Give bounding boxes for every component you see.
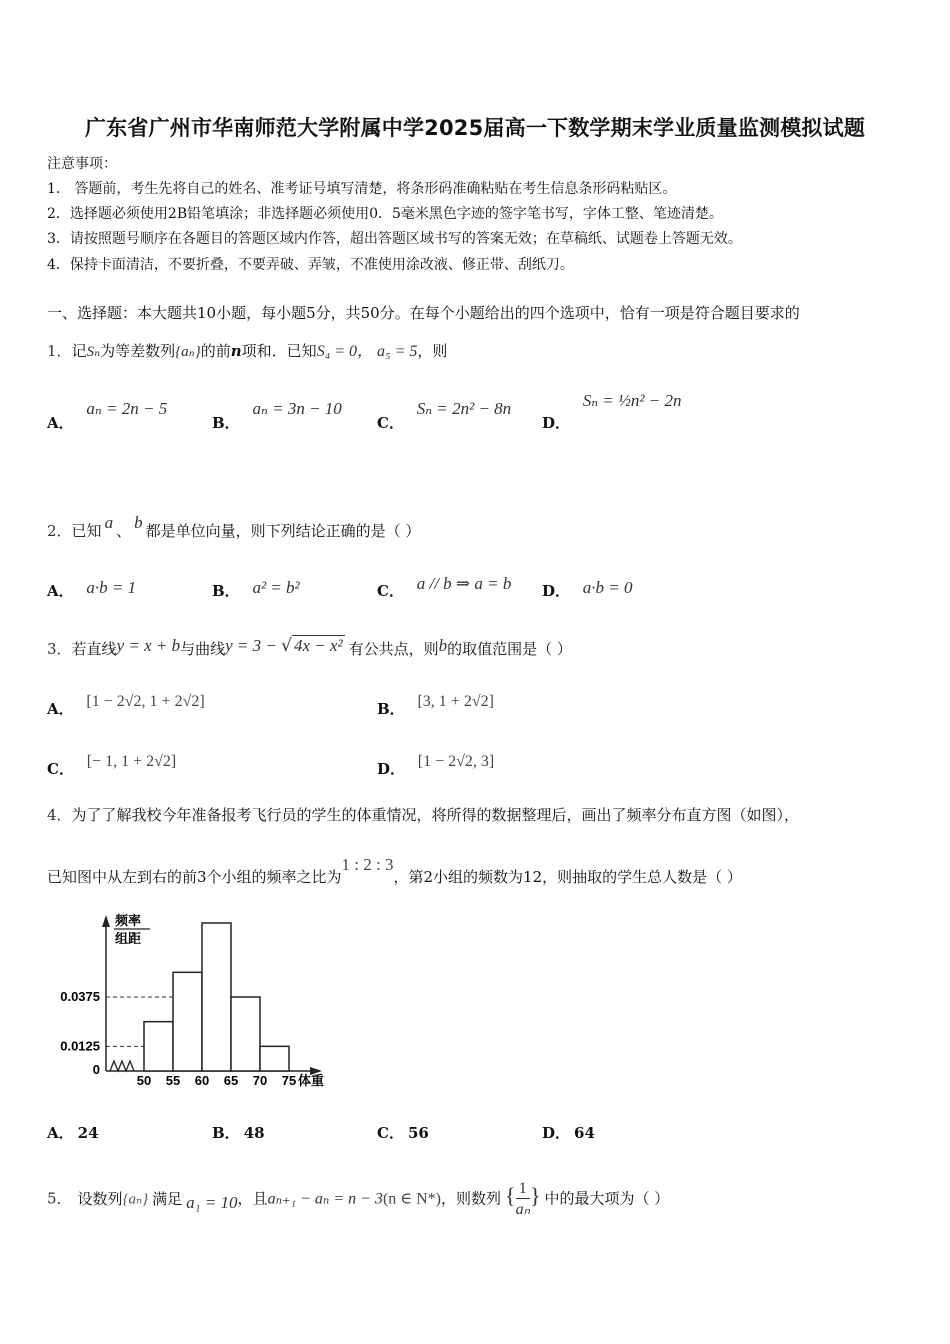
y-label-top: 频率: [115, 913, 142, 928]
vector-a: a: [104, 513, 114, 532]
q5-text: ，则数列: [441, 1189, 502, 1208]
note-item-4: 4．保持卡面清洁，不要折叠，不要弄破、弄皱，不准使用涂改液、修正带、刮纸刀。: [47, 257, 574, 273]
q4-line2: [47, 855, 742, 887]
histogram-chart: [40, 905, 340, 1095]
x-tick-label: 70: [252, 1073, 268, 1088]
q1-option-b[interactable]: [212, 399, 342, 433]
q4-text: 已知图中从左到右的前3个小组的频率之比为: [47, 868, 342, 886]
q4-text-line1: 为了了解我校今年准备报考飞行员的学生的体重情况，将所得的数据整理后，画出了频率分布直方图（如图），: [71, 806, 800, 824]
y-axis-arrow-icon: [102, 915, 110, 927]
option-math: a // b ⇒ a = b: [416, 574, 512, 593]
option-value: 64: [574, 1124, 595, 1142]
option-label: B．: [212, 582, 240, 600]
q1-text: 为等差数列: [100, 342, 176, 360]
option-label: A．: [47, 1124, 74, 1142]
bar-70-75: [260, 1046, 289, 1071]
q1-text: 记: [71, 342, 87, 360]
x-axis-label: 体重: [298, 1073, 325, 1088]
q5-text: ，且: [237, 1189, 268, 1208]
option-value: 56: [407, 1124, 429, 1142]
question-2: [47, 513, 421, 541]
y-tick-label: 0.0375: [60, 989, 100, 1004]
question-4: [47, 804, 799, 825]
origin-label: 0: [92, 1062, 100, 1077]
option-label: C．: [377, 1124, 404, 1142]
option-label: D．: [542, 1124, 571, 1142]
question-1: [47, 338, 447, 361]
question-number: 1．: [47, 342, 72, 360]
q1-math-sn: Sₙ: [86, 344, 101, 360]
section-heading: 一、选择题：本大题共10小题，每小题5分，共50分。在每个小题给出的四个选项中，恰有一项是符合题目要求的: [47, 304, 800, 322]
option-label: A．: [47, 414, 74, 432]
q2-option-c[interactable]: [377, 574, 512, 601]
bar-65-70: [231, 997, 260, 1071]
brace-right-icon: }: [529, 1183, 541, 1209]
option-label: C．: [377, 582, 404, 600]
q1-option-a[interactable]: [47, 399, 168, 433]
q3-text: 有公共点，则: [348, 640, 439, 658]
q3-text: 若直线: [71, 640, 117, 658]
option-label: A．: [47, 700, 74, 718]
q4-option-c[interactable]: [377, 1122, 429, 1143]
sqrt-icon: √: [281, 636, 292, 656]
x-tick-label: 75: [281, 1073, 297, 1088]
option-math: a² = b²: [252, 578, 300, 597]
q2-option-d[interactable]: [542, 578, 633, 601]
q5-text: 设数列: [77, 1189, 123, 1208]
q3-var-b: b: [438, 636, 448, 655]
option-math: [− 1, 1 + 2√2]: [86, 753, 177, 770]
x-tick-label: 60: [194, 1073, 210, 1088]
note-item-1: 1． 答题前，考生先将自己的姓名、准考证号填写清楚，将条形码准确粘贴在考生信息条形码粘贴区。: [47, 181, 677, 197]
q2-text: 已知: [71, 522, 102, 540]
q1-math-condition: S₄ = 0， a₅ = 5: [316, 343, 418, 360]
option-value: 48: [243, 1124, 265, 1142]
bar-50-55: [144, 1022, 173, 1071]
option-math: a·b = 1: [86, 578, 137, 597]
option-math: [1 − 2√2, 1 + 2√2]: [86, 693, 205, 710]
option-math: a·b = 0: [582, 578, 633, 597]
fraction-numerator: 1: [516, 1180, 530, 1199]
fraction-denominator: aₙ: [515, 1201, 530, 1218]
vector-b: b: [134, 513, 143, 532]
notes-heading: 注意事项：: [47, 156, 117, 172]
option-math: [3, 1 + 2√2]: [417, 693, 494, 710]
option-math: Sₙ = ½n² − 2n: [582, 391, 682, 410]
q3-math-line: y = x + b: [116, 636, 181, 655]
q5-text: 满足: [152, 1189, 183, 1208]
q3-option-c[interactable]: [47, 753, 177, 779]
q5-math-recurrence: aₙ₊₁ − aₙ = n − 3: [267, 1190, 383, 1208]
q1-text: 项和．已知: [241, 342, 317, 360]
note-item-3: 3．请按照题号顺序在各题目的答题区域内作答，超出答题区域书写的答案无效；在草稿纸、试题卷上答题无效。: [47, 231, 742, 247]
q2-text: 都是单位向量，则下列结论正确的是（ ）: [145, 522, 421, 540]
q2-option-a[interactable]: [47, 578, 137, 601]
q4-ratio: 1 : 2 : 3: [341, 855, 394, 874]
y-label-bottom: 组距: [115, 931, 142, 946]
q1-math-an: {aₙ}: [175, 344, 201, 360]
q1-text: ，则: [417, 342, 448, 360]
q3-option-a[interactable]: [47, 693, 205, 719]
bar-60-65: [202, 923, 231, 1071]
q3-text: 的取值范围是（ ）: [447, 640, 572, 658]
option-math: aₙ = 2n − 5: [86, 399, 168, 418]
brace-left-icon: {: [505, 1183, 516, 1209]
q2-option-b[interactable]: [212, 578, 300, 601]
q1-option-d[interactable]: [542, 391, 682, 433]
q4-option-a[interactable]: [47, 1122, 99, 1143]
y-tick-label: 0.0125: [60, 1038, 100, 1054]
option-label: A．: [47, 582, 74, 600]
q1-var-n: n: [230, 342, 242, 360]
note-item-2: 2．选择题必须使用2B铅笔填涂；非选择题必须使用0．5毫米黑色字迹的签字笔书写，字体工整、笔迹清楚。: [47, 206, 723, 222]
option-math: [1 − 2√2, 3]: [417, 753, 495, 770]
q5-text: 中的最大项为（ ）: [544, 1189, 670, 1208]
option-label: B．: [212, 1124, 240, 1142]
question-number: 4．: [47, 806, 72, 824]
q1-option-c[interactable]: [377, 399, 512, 433]
option-label: D．: [542, 414, 571, 432]
axis-break-icon: [110, 1061, 134, 1071]
option-label: C．: [47, 760, 74, 778]
question-number: 3．: [47, 640, 72, 658]
option-math: Sₙ = 2n² − 8n: [416, 399, 512, 418]
question-5: [47, 1180, 669, 1219]
q5-fraction: [505, 1180, 541, 1219]
q5-math-seq: {aₙ}: [122, 1191, 149, 1208]
option-label: C．: [377, 414, 404, 432]
q4-text: ，第2小组的频数为12，则抽取的学生总人数是（ ）: [393, 868, 742, 886]
q4-option-b[interactable]: [212, 1122, 265, 1143]
option-label: B．: [377, 700, 405, 718]
q2-text: 、: [116, 522, 132, 540]
q5-math-domain: (n ∈ N*): [382, 1190, 441, 1208]
q4-option-d[interactable]: [542, 1122, 595, 1143]
question-number: 2．: [47, 522, 72, 540]
option-label: D．: [377, 760, 406, 778]
bar-55-60: [173, 972, 202, 1071]
option-math: aₙ = 3n − 10: [252, 399, 342, 418]
x-tick-label: 50: [136, 1073, 152, 1088]
option-value: 24: [77, 1124, 99, 1142]
page-title: 广东省广州市华南师范大学附属中学2025届高一下数学期末学业质量监测模拟试题: [84, 116, 866, 140]
q3-option-b[interactable]: [377, 693, 494, 719]
option-label: B．: [212, 414, 240, 432]
q3-math-radicand: 4x − x²: [293, 636, 343, 655]
q3-option-d[interactable]: [377, 753, 495, 779]
x-tick-label: 55: [165, 1073, 181, 1088]
question-3: [47, 638, 572, 659]
option-label: D．: [542, 582, 571, 600]
q3-math-curve: y = 3 −: [225, 636, 282, 655]
q1-text: 的前: [200, 342, 231, 360]
q3-text: 与曲线: [180, 640, 226, 658]
x-tick-label: 65: [223, 1073, 239, 1088]
question-number: 5．: [47, 1189, 72, 1208]
q5-math-a1: a₁ = 10: [186, 1192, 238, 1212]
